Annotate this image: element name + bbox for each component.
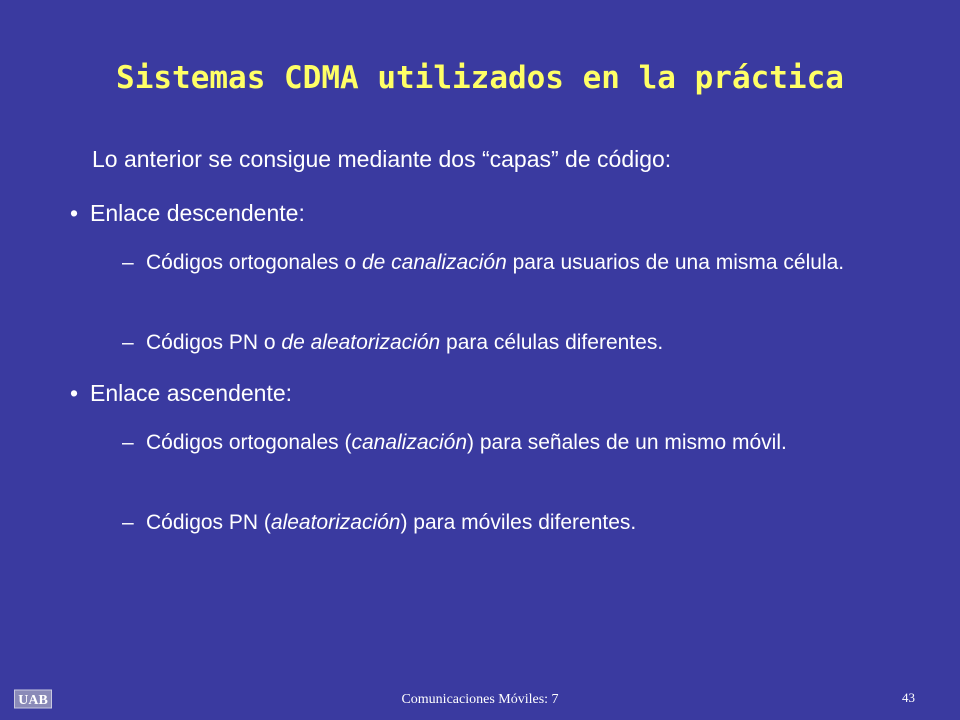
subitem-text-pre: Códigos ortogonales ( xyxy=(146,431,352,454)
subitem-text-pre: Códigos ortogonales o xyxy=(146,251,362,274)
dash-icon: – xyxy=(122,331,134,354)
subitem-text-post: ) para señales de un mismo móvil. xyxy=(467,431,787,454)
subitem-uplink-scrambling xyxy=(122,508,882,537)
subitem-downlink-channelization xyxy=(122,248,882,277)
footer-course: Comunicaciones Móviles: 7 xyxy=(401,692,559,707)
subitem-downlink-scrambling xyxy=(122,328,882,357)
subitem-uplink-channelization xyxy=(122,428,882,457)
dash-icon: – xyxy=(122,511,134,534)
bullet-label: Enlace ascendente: xyxy=(90,380,293,406)
subitem-text xyxy=(146,328,882,357)
dash-icon: – xyxy=(122,431,134,454)
page-number: 43 xyxy=(902,690,915,705)
subitem-text-pre: Códigos PN o xyxy=(146,331,282,354)
subitem-text-emphasis: canalización xyxy=(351,431,468,454)
bullet-icon: • xyxy=(70,380,79,406)
logo-text: UAB xyxy=(18,693,48,708)
subitem-text xyxy=(146,508,882,537)
subitem-text xyxy=(146,248,882,277)
subitem-text-emphasis: de canalización xyxy=(361,251,507,274)
intro-text: Lo anterior se consigue mediante dos “capas” de código: xyxy=(92,146,672,172)
bullet-icon: • xyxy=(70,200,79,226)
subitem-text-post: para células diferentes. xyxy=(440,331,664,354)
subitem-text-emphasis: aleatorización xyxy=(270,511,401,534)
bullet-downlink xyxy=(70,200,305,227)
subitem-text-emphasis: de aleatorización xyxy=(281,331,441,354)
subitem-text-pre: Códigos PN ( xyxy=(146,511,271,534)
slide-title: Sistemas CDMA utilizados en la práctica xyxy=(116,60,844,96)
subitem-text xyxy=(146,428,882,457)
bullet-uplink xyxy=(70,380,292,407)
subitem-text-post: ) para móviles diferentes. xyxy=(400,511,637,534)
bullet-label: Enlace descendente: xyxy=(90,200,305,226)
dash-icon: – xyxy=(122,251,134,274)
subitem-text-post: para usuarios de una misma célula. xyxy=(506,251,845,274)
